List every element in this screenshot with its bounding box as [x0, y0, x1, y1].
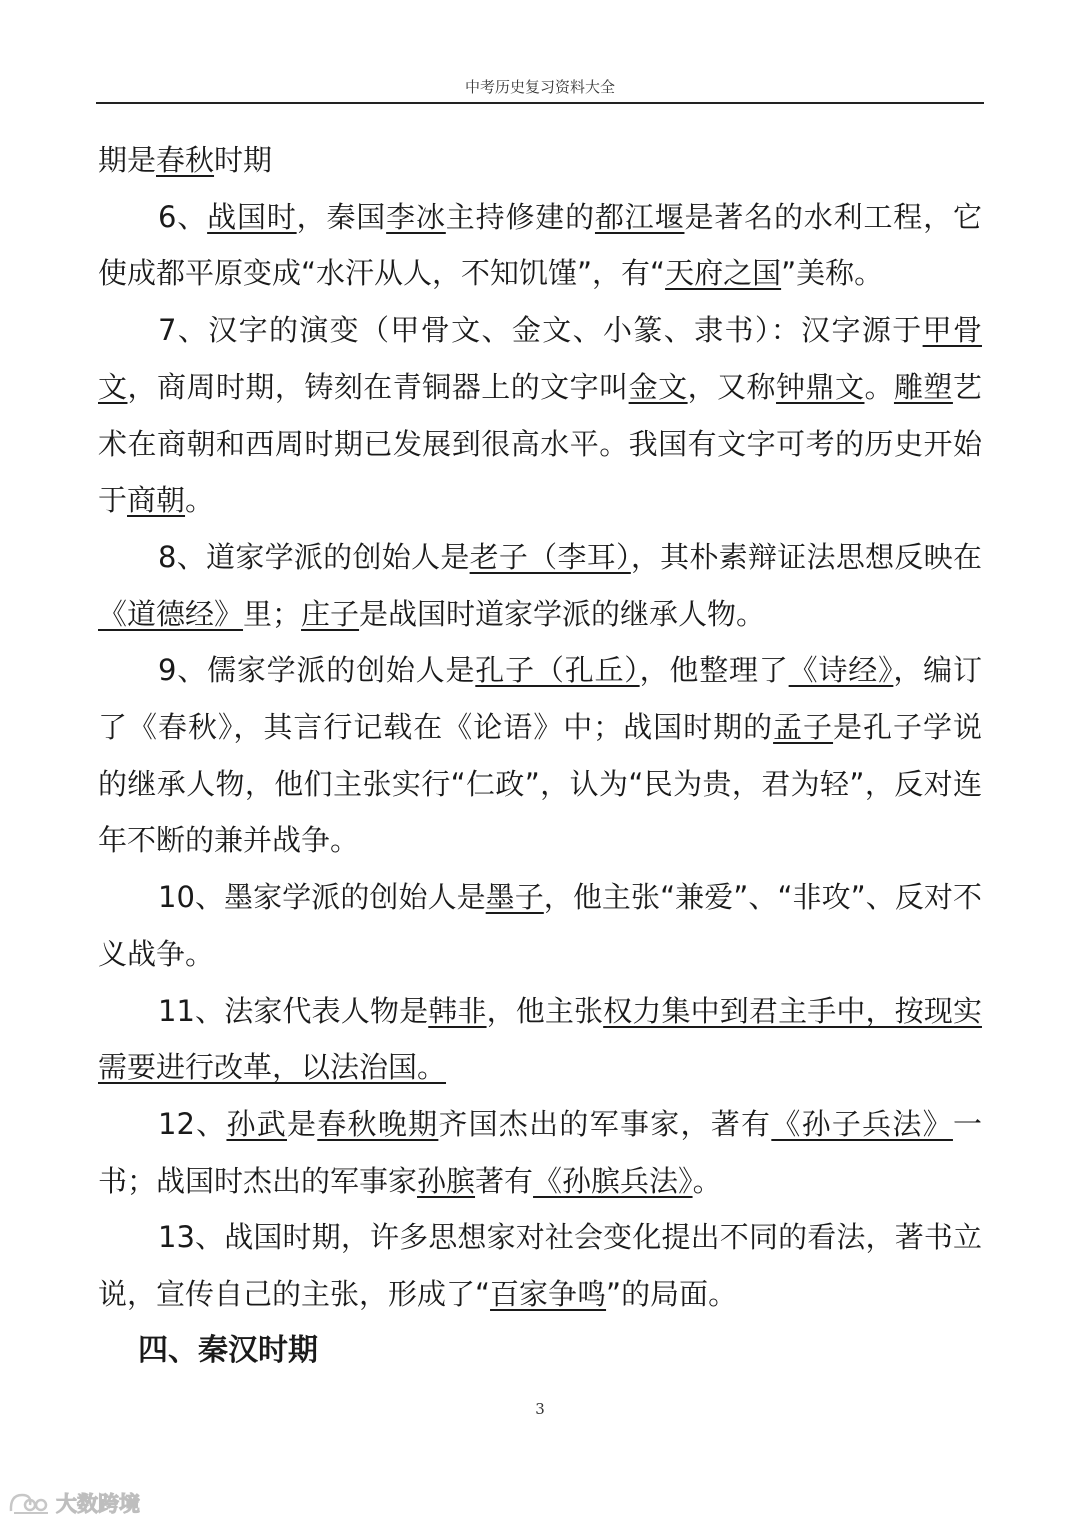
text: ，编订了《春秋》，其言行记载在《论语》中；战国时期的 — [98, 653, 982, 745]
underlined-term: 孔子（孔丘） — [475, 653, 640, 688]
text: 里； — [243, 596, 302, 631]
underlined-term: 百家争鸣 — [490, 1277, 607, 1312]
underlined-term: 《孙膑兵法》 — [533, 1163, 693, 1198]
item-number: 11、 — [158, 993, 225, 1028]
text: 齐国杰出的军事家，著有 — [438, 1106, 772, 1141]
text: 儒家学派的创始人是 — [207, 653, 476, 688]
paragraph-7 — [98, 302, 982, 529]
underlined-term: 春秋晚期 — [317, 1106, 439, 1141]
text: 艺术在商朝和西周时期已发展到很高水平。我国有文字可考的历史开始于 — [98, 369, 982, 518]
text: ”的局面。 — [606, 1277, 738, 1312]
item-number: 10、 — [158, 880, 225, 915]
paragraph-11 — [98, 983, 982, 1096]
text: ，又称 — [687, 369, 777, 404]
item-number: 9、 — [158, 653, 208, 688]
paragraph-5-tail — [98, 132, 982, 189]
underlined-term: 金文 — [628, 369, 688, 404]
underlined-term: 李冰 — [386, 199, 446, 234]
underlined-term: 韩非 — [428, 993, 487, 1028]
page-number: 3 — [535, 1400, 545, 1418]
1688-logo-icon — [8, 1489, 54, 1517]
underlined-term: 《孙子兵法》 — [771, 1106, 953, 1141]
text: 一书；战国时杰出的军事家 — [98, 1106, 982, 1198]
text: 是著名的水利工程，它使成都平原变成“水汗从人，不知饥馑”，有“ — [98, 199, 982, 291]
text: ”美称。 — [781, 256, 884, 291]
item-number: 13、 — [158, 1220, 225, 1255]
paragraph-9 — [98, 642, 982, 869]
paragraph-8 — [98, 529, 982, 642]
text: ，他主张 — [486, 993, 604, 1028]
item-number: 7、 — [158, 313, 209, 348]
text: ，商周时期，铸刻在青铜器上的文字叫 — [127, 369, 629, 404]
underlined-term: 孙膑 — [417, 1163, 476, 1198]
text: ，他整理了 — [639, 653, 789, 688]
paragraph-13 — [98, 1209, 982, 1322]
text: ，他主张“兼爱”、“非攻”、反对不义战争。 — [98, 880, 982, 971]
text: 法家代表人物是 — [224, 993, 429, 1028]
text: 道家学派的创始人是 — [206, 539, 470, 574]
item-number: 8、 — [158, 539, 207, 574]
underlined-term: 商朝 — [127, 483, 186, 518]
underlined-term: 庄子 — [301, 596, 360, 631]
text: ，其朴素辩证法思想反映在 — [630, 539, 982, 574]
underlined-term: 都江堰 — [594, 199, 685, 234]
text: 著有 — [475, 1163, 534, 1198]
text: 。 — [692, 1163, 722, 1198]
underlined-term: 孟子 — [773, 710, 834, 745]
underlined-term: 雕塑 — [893, 369, 953, 404]
text: 是 — [287, 1106, 318, 1141]
watermark-text: 大数跨境 — [56, 1492, 140, 1516]
text: 战国时期，许多思想家对社会变化提出不同的看法，著书立说，宣传自己的主张，形成了“ — [98, 1220, 982, 1312]
underlined-term: 《道德经》 — [98, 596, 244, 631]
text: 时期 — [214, 143, 273, 177]
underlined-term: 孙武 — [226, 1106, 287, 1141]
underlined-term: 权力集中到君主手中，按现实需要进行改革，以法治国。 — [98, 993, 982, 1085]
document-body — [98, 132, 982, 1323]
underlined-term: 《诗经》 — [788, 653, 894, 688]
underlined-term: 钟鼎文 — [776, 369, 865, 404]
paragraph-10 — [98, 869, 982, 982]
text: 。 — [864, 369, 894, 404]
text: 是孔子学说的继承人物，他们主张实行“仁政”，认为“民为贵，君为轻”，反对连年不断的兼并战争。 — [98, 710, 982, 858]
text: ，秦国 — [296, 199, 387, 234]
paragraph-12 — [98, 1096, 982, 1209]
text: 是战国时道家学派的继承人物。 — [359, 596, 766, 631]
underlined-term: 墨子 — [485, 880, 544, 915]
text: 汉字的演变（甲骨文、金文、小篆、隶书）：汉字源于 — [208, 313, 923, 348]
section-heading: 四、秦汉时期 — [138, 1333, 318, 1368]
text: 。 — [185, 483, 215, 518]
underlined-term: 战国时 — [207, 199, 297, 234]
header-title: 中考历史复习资料大全 — [464, 78, 615, 96]
text: 期是 — [98, 143, 157, 177]
watermark — [8, 1488, 140, 1518]
text: 主持修建的 — [445, 199, 595, 234]
underlined-term: 老子（李耳） — [469, 539, 631, 574]
page-header — [96, 76, 984, 104]
paragraph-6 — [98, 189, 982, 302]
underlined-term: 春秋 — [156, 143, 215, 177]
underlined-term: 甲骨文 — [98, 313, 982, 404]
underlined-term: 天府之国 — [665, 256, 782, 291]
item-number: 12、 — [158, 1106, 227, 1141]
item-number: 6、 — [158, 199, 208, 234]
text: 墨家学派的创始人是 — [224, 880, 486, 915]
